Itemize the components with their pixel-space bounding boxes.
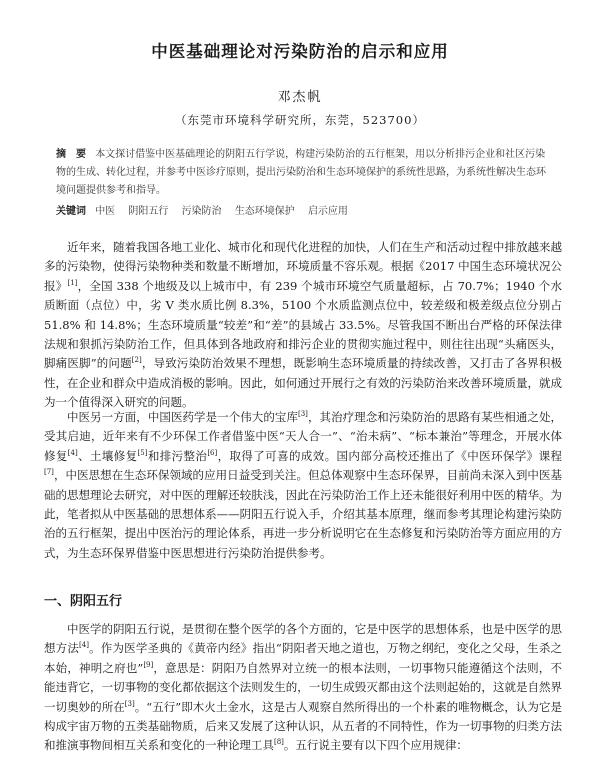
abstract-label: 摘 要 — [56, 149, 86, 160]
citation: [5] — [137, 448, 148, 457]
paragraph-intro — [44, 238, 562, 413]
abstract-text: 本文探讨借鉴中医基础理论的阴阳五行学说，构建污染防治的五行框架，用以分析排污企业和社区污染物的生成、转化过程，并参考中医诊疗原则，提出污染防治和生态环境保护的系统性思路，为系统性解决生态环境问题提供参考和指导。 — [56, 149, 546, 196]
keywords — [56, 203, 552, 221]
text-run: ，其治疗理念和污染防治的思路有某些相通之处，受其启迪，近年来有不少环保工作者借鉴中医“天人合一”、“治未病”、“标本兼治”等理念，开展水体修复 — [44, 410, 563, 463]
citation: [3] — [298, 410, 308, 419]
text-run: ，意思是：阴阳乃自然界对立统一的根本法则，一切事物只能遵循这个法则，不能违背它，一切事物的变化都依据这个法则发生的，一切生成毁灭都由这个法则起始的，这就是自然界一切奥妙的所在 — [44, 660, 562, 714]
paragraph-yinyang — [44, 620, 562, 756]
citation: [2] — [131, 356, 142, 365]
citation: [3] — [124, 699, 135, 708]
paper-title: 中医基础理论对污染防治的启示和应用 — [151, 42, 449, 61]
abstract — [56, 146, 552, 200]
text-run: ，取得了可喜的成效。国内部分高校还推出了《中医环保学》课程 — [217, 448, 563, 463]
keyword: 中医 — [95, 206, 116, 217]
text-run: ，导致污染防治效果不理想，既影响生态环境质量的持续改善，又打击了各界积极性，在企业和群众中造成消极的影响。因此，如何通过开展行之有效的污染防治来改善环境质量，就成为一个值得深入研究的问题。 — [44, 356, 562, 410]
citation: [4] — [79, 641, 89, 650]
keyword: 污染防治 — [181, 206, 222, 217]
text-run: 和排污整治 — [147, 448, 208, 463]
text-run: 中医学的阴阳五行说，是贯彻在整个医学的各个方面的，它是中医学的思想体系，也是中医学的思想方法 — [44, 622, 562, 656]
text-run: 。作为医学圣典的《黄帝内经》指出“阴阳者天地之道也，万物之纲纪，变化之父母，生杀之本始，神明之府也” — [44, 641, 563, 675]
keyword: 生态环境保护 — [234, 206, 295, 217]
citation: [6] — [207, 448, 218, 457]
text-run: 、土壤修复 — [77, 448, 138, 463]
text-run: 。五行说主要有以下四个应用规律： — [283, 738, 468, 753]
citation: [7] — [44, 468, 54, 477]
author-affiliation: （东莞市环境科学研究所，东莞，523700） — [175, 113, 425, 127]
section-heading: 一、阴阳五行 — [44, 594, 123, 609]
text-run: ，中医思想在生态环保领域的应用日益受到关注。但总体观察中生态环保界，目前尚未深入到中医基础的思想理论去研究，对中医的理解还较肤浅，因此在污染防治工作上还未能很好利用中医的精华。为此，笔者拟从中医基础的思想体系——阴阳五行说入手，介绍其基本原理，继而参考其理论构建污染防治的五行框架，提出中医治污的理论体系，再进一步分析说明它在生态修复和污染防治等方面应用的方式，为生态环保界借鉴中医思想进行污染防治提供参考。 — [44, 468, 562, 560]
citation: [8] — [274, 738, 284, 747]
keyword: 启示应用 — [307, 206, 348, 217]
keyword: 阴阳五行 — [128, 206, 169, 217]
author-name: 邓杰帆 — [277, 90, 323, 105]
citation: [4] — [67, 448, 78, 457]
text-run: ，全国 338 个地级及以上城市中，有 239 个城市环境空气质量超标，占 70.7%；1940 个水质断面（点位）中，劣 V 类水质比例 8.3%，5100 个水质监测点位中，较差级和极差级点位分别占 51.8% 和 14.8%；生态环境质量“较差”和“差”的县域占 33.5%。尽管我国不断出台严格的环保法律法规和狠抓污染防治工作，但具体到各地政府和排污企业的贯彻实施过程中，则往往出现“头痛医头，脚痛医脚”的问题 — [44, 278, 563, 371]
text-run: 近年来，随着我国各地工业化、城市化和现代化进程的加快，人们在生产和活动过程中排放越来越多的污染物，使得污染物种类和数量不断增加，环境质量不容乐观。根据《2017 中国生态环境状况公报》 — [44, 240, 562, 293]
keywords-label: 关键词 — [56, 206, 86, 217]
citation: [1] — [67, 278, 78, 287]
text-run: 中医另一方面，中国医药学是一个伟大的宝库 — [67, 410, 298, 424]
text-run: 。“五行”即木火土金水，这是古人观察自然所得出的一个朴素的唯物概念，认为它是构成宇宙万物的五类基础物质，后来又发展了这种认识，从五者的不同特性，作为一切事物的归类方法和推演事物间相互关系和变化的一种论理工具 — [44, 699, 562, 753]
citation: [9] — [143, 660, 154, 669]
paragraph-tcm — [44, 408, 562, 563]
